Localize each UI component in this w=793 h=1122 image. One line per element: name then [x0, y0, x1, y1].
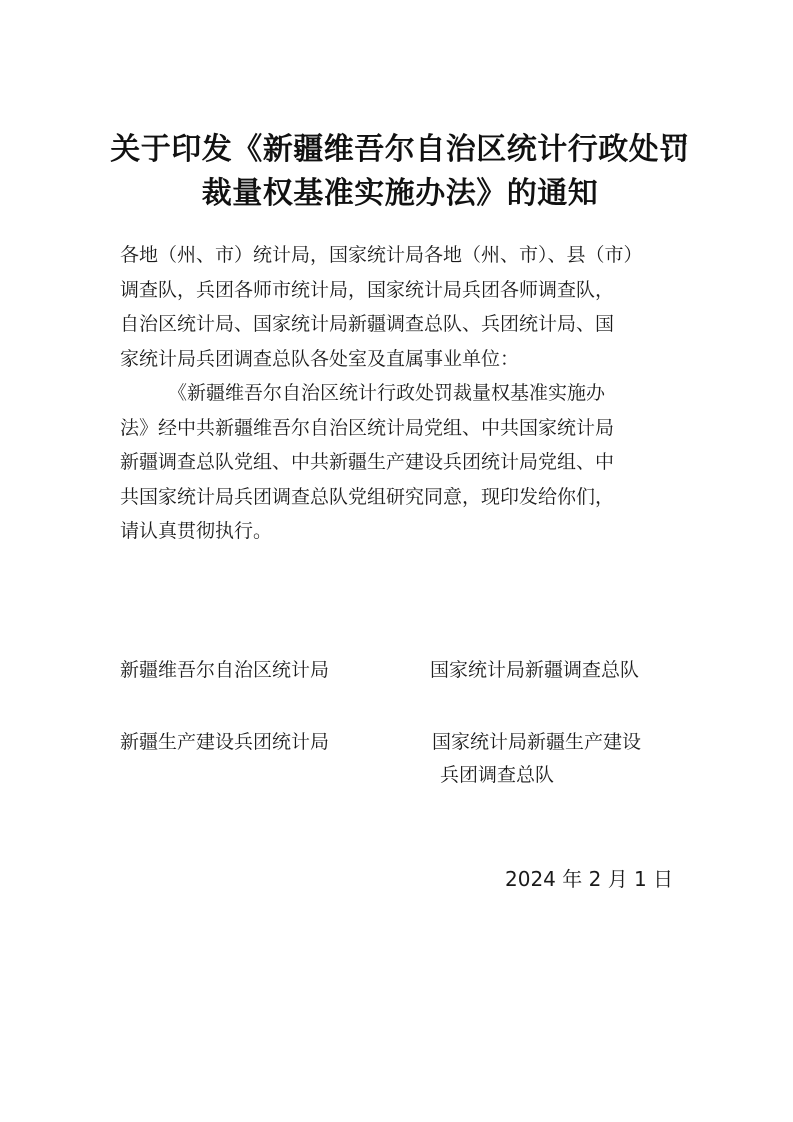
title-line-2: 裁量权基准实施办法》的通知 — [201, 176, 599, 211]
recipients-line-4: 家统计局兵团调查总队各处室及直属事业单位： — [120, 347, 520, 370]
body-paragraph-line-1: 《新疆维吾尔自治区统计行政处罚裁量权基准实施办 — [168, 382, 606, 404]
signatory-xinjiang-stats-bureau: 新疆维吾尔自治区统计局 — [120, 659, 330, 681]
document-body — [120, 238, 680, 549]
document-date: 2024 年 2 月 1 日 — [505, 867, 674, 891]
recipients-line-2: 调查队，兵团各师市统计局，国家统计局兵团各师调查队， — [120, 278, 615, 301]
body-paragraph-line-3: 新疆调查总队党组、中共新疆生产建设兵团统计局党组、中 — [120, 451, 615, 473]
signatory-nbs-xinjiang-survey-team: 国家统计局新疆调查总队 — [430, 659, 640, 681]
body-paragraph-line-4: 共国家统计局兵团调查总队党组研究同意，现印发给你们， — [120, 485, 615, 508]
body-paragraph-line-5: 请认真贯彻执行。 — [120, 520, 273, 542]
body-paragraph-line-2: 法》经中共新疆维吾尔自治区统计局党组、中共国家统计局 — [120, 416, 615, 439]
title-line-1: 关于印发《新疆维吾尔自治区统计行政处罚 — [110, 132, 690, 167]
signatory-nbs-bingtuan-survey-team-line-2: 兵团调查总队 — [440, 764, 555, 786]
signatory-nbs-bingtuan-survey-team-line-1: 国家统计局新疆生产建设 — [432, 731, 642, 753]
recipients-line-1: 各地（州、市）统计局，国家统计局各地（州、市）、县（市） — [120, 244, 643, 266]
document-title — [100, 128, 700, 216]
recipients-line-3: 自治区统计局、国家统计局新疆调查总队、兵团统计局、国 — [120, 313, 615, 335]
signatory-bingtuan-stats-bureau: 新疆生产建设兵团统计局 — [120, 731, 330, 753]
